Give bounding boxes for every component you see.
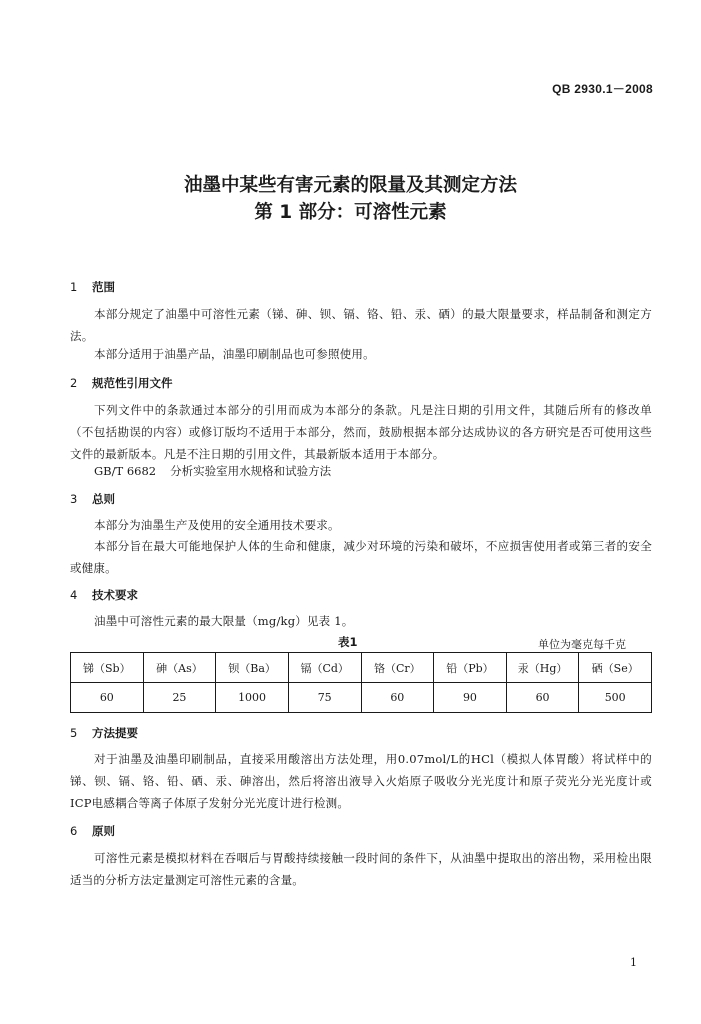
table-cell: 60 [506, 683, 579, 713]
section-3-paragraph-2: 本部分旨在最大可能地保护人体的生命和健康，减少对环境的污染和破坏，不应损害使用者或第三者的安全或健康。 [70, 539, 652, 575]
section-2-heading: 2 规范性引用文件 [70, 376, 173, 390]
section-3-heading: 3 总则 [70, 492, 115, 506]
section-4-paragraph: 油墨中可溶性元素的最大限量（mg/kg）见表 1。 [94, 614, 354, 628]
standard-code: QB 2930.1－2008 [552, 82, 653, 96]
section-5-heading: 5 方法提要 [70, 726, 138, 740]
section-1-heading: 1 范围 [70, 280, 115, 294]
table-header-cell: 硒（Se） [579, 653, 652, 683]
table-header-cell: 镉（Cd） [288, 653, 361, 683]
table-cell: 90 [434, 683, 507, 713]
table-cell: 60 [71, 683, 144, 713]
section-5-paragraph: 对于油墨及油墨印刷制品，直接采用酸溶出方法处理，用0.07mol/L的HCl（模拟人体胃酸）将试样中的锑、钡、镉、铬、铅、硒、汞、砷溶出，然后将溶出液导入火焰原子吸收分光光度计和原子荧光分光光度计或ICP电感耦合等离子体原子发射分光光度计进行检测。 [70, 752, 652, 810]
section-1-paragraph-1: 本部分规定了油墨中可溶性元素（锑、砷、钡、镉、铬、铅、汞、硒）的最大限量要求，样品制备和测定方法。 [70, 307, 652, 343]
section-3-paragraph-1: 本部分为油墨生产及使用的安全通用技术要求。 [94, 518, 340, 532]
table-cell: 25 [143, 683, 216, 713]
table-header-cell: 铬（Cr） [361, 653, 434, 683]
table-cell: 1000 [216, 683, 289, 713]
page-number: 1 [630, 956, 637, 969]
document-title [0, 172, 701, 226]
table-header-cell: 铅（Pb） [434, 653, 507, 683]
section-1-paragraph-2: 本部分适用于油墨产品，油墨印刷制品也可参照使用。 [94, 347, 375, 361]
table-unit: 单位为毫克每千克 [538, 638, 626, 651]
table-header-cell: 汞（Hg） [506, 653, 579, 683]
title-line-1: 油墨中某些有害元素的限量及其测定方法 [183, 175, 517, 196]
table-header-cell: 钡（Ba） [216, 653, 289, 683]
element-limits-table [70, 652, 652, 713]
table-header-cell: 砷（As） [143, 653, 216, 683]
title-line-2: 第 1 部分：可溶性元素 [254, 202, 447, 223]
section-6-paragraph: 可溶性元素是模拟材料在吞咽后与胃酸持续接触一段时间的条件下，从油墨中提取出的溶出物，采用检出限适当的分析方法定量测定可溶性元素的含量。 [70, 851, 652, 887]
section-2-paragraph: 下列文件中的条款通过本部分的引用而成为本部分的条款。凡是注日期的引用文件，其随后所有的修改单（不包括勘误的内容）或修订版均不适用于本部分，然而，鼓励根据本部分达成协议的各方研究是否可使用这些文件的最新版本。凡是不注日期的引用文件，其最新版本适用于本部分。 [70, 403, 652, 461]
section-6-heading: 6 原则 [70, 824, 115, 838]
table-cell: 500 [579, 683, 652, 713]
table-header-row [71, 653, 652, 683]
table-title: 表1 [338, 635, 358, 649]
table-cell: 60 [361, 683, 434, 713]
table-cell: 75 [288, 683, 361, 713]
table-header-cell: 锑（Sb） [71, 653, 144, 683]
table-row [71, 683, 652, 713]
normative-reference: GB/T 6682 分析实验室用水规格和试验方法 [94, 464, 332, 478]
section-4-heading: 4 技术要求 [70, 588, 138, 602]
